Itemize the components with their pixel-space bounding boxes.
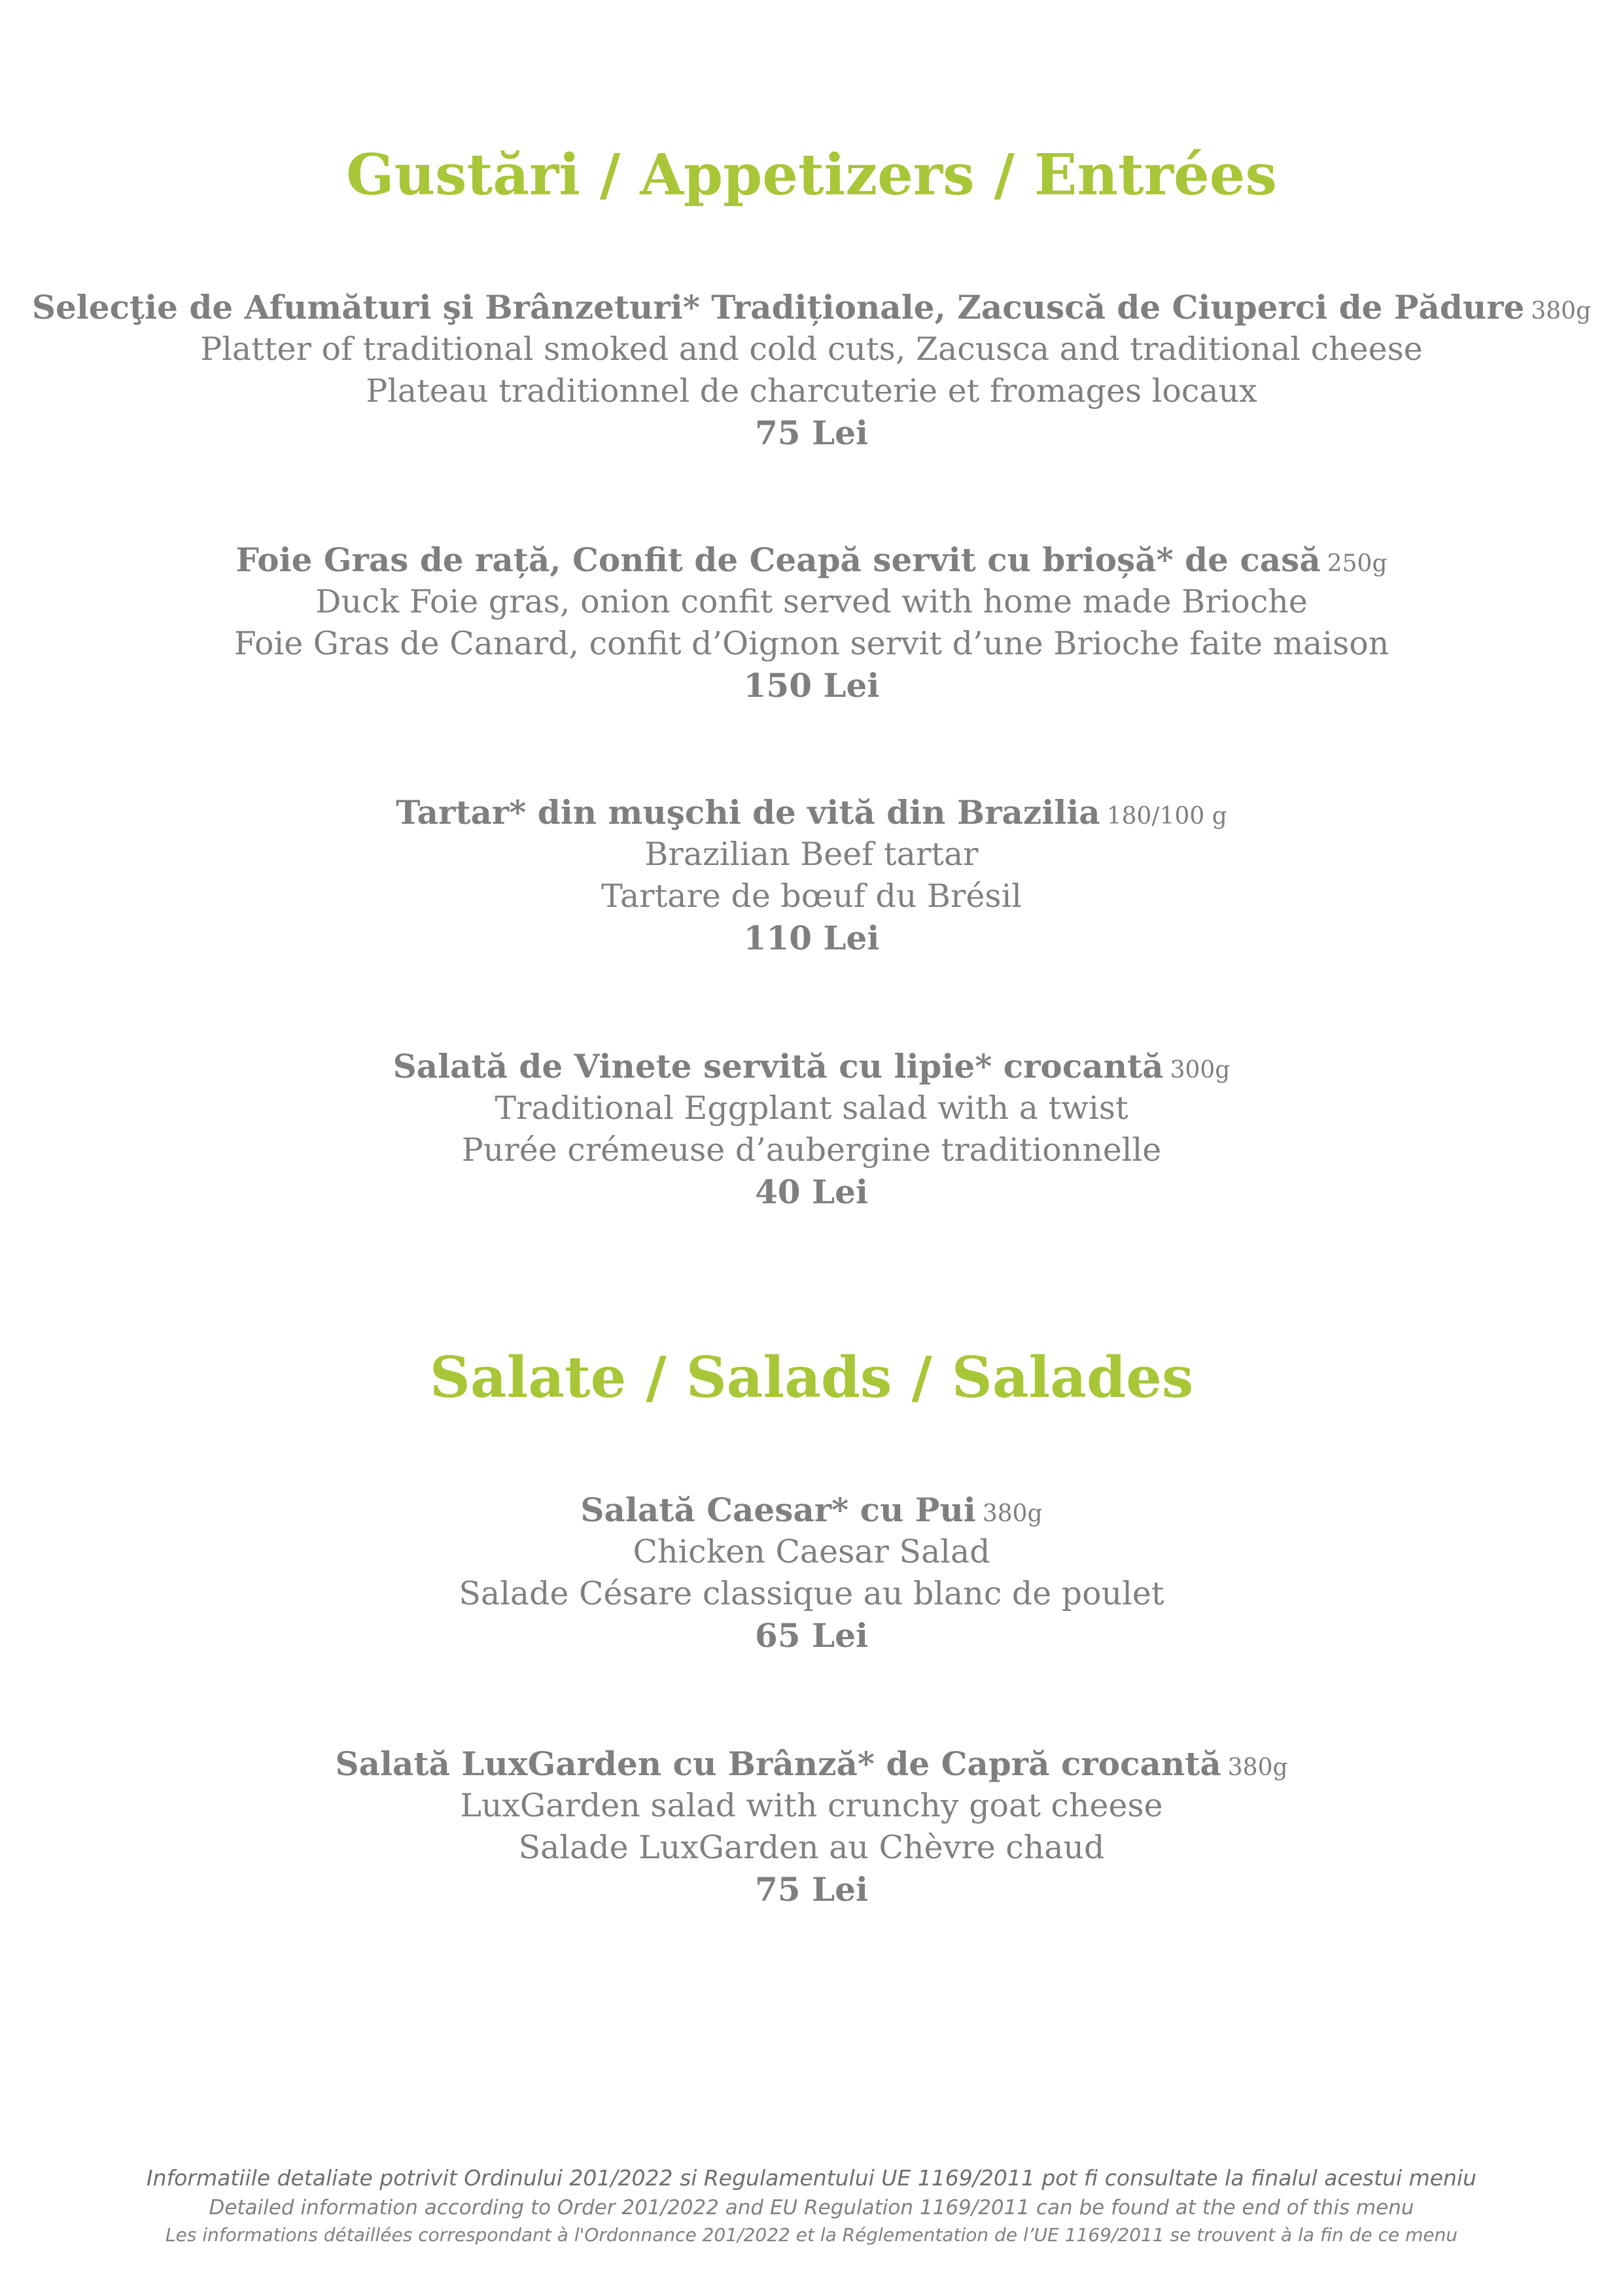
item-name: Salată Caesar* cu Pui: [580, 1491, 976, 1529]
item-description-en: Platter of traditional smoked and cold cuts, Zacusca and traditional cheese: [200, 330, 1423, 368]
footer-line-en: Detailed information according to Order 201/2022 and EU Regulation 1169/2011 can be found at the end of this menu: [209, 2196, 1414, 2219]
section-title-appetizers: Gustări / Appetizers / Entrées: [346, 142, 1277, 208]
item-description-en: LuxGarden salad with crunchy goat cheese: [460, 1787, 1163, 1824]
item-description-en: Chicken Caesar Salad: [633, 1533, 990, 1570]
item-price: 40 Lei: [755, 1173, 868, 1211]
menu-item: [0, 1046, 1623, 1213]
item-price: 110 Lei: [743, 919, 880, 957]
footer-line-fr: Les informations détaillées correspondant à l'Ordonnance 201/2022 et la Réglementation de l’UE 1169/2011 se trouvent à la fin de ce menu: [165, 2224, 1458, 2246]
item-weight: 380g: [982, 1500, 1043, 1527]
item-weight: 250g: [1327, 550, 1387, 577]
item-price: 150 Lei: [743, 666, 880, 705]
item-name: Selecţie de Afumături şi Brânzeturi* Tradiționale, Zacuscă de Ciuperci de Pădure: [31, 288, 1525, 327]
item-name: Tartar* din muşchi de vită din Brazilia: [396, 793, 1100, 832]
item-weight: 300g: [1170, 1057, 1230, 1084]
item-weight: 180/100 g: [1106, 803, 1227, 830]
menu-item: [0, 539, 1623, 707]
menu-item: [0, 287, 1623, 454]
item-description-fr: Purée crémeuse d’aubergine traditionnelle: [461, 1131, 1162, 1169]
section-title-salads: Salate / Salads / Salades: [429, 1345, 1194, 1411]
item-weight: 380g: [1227, 1754, 1288, 1781]
item-description-fr: Tartare de bœuf du Brésil: [601, 877, 1022, 915]
item-name: Salată LuxGarden cu Brânză* de Capră crocantă: [335, 1744, 1221, 1783]
menu-item: [0, 1743, 1623, 1911]
regulation-footer: [0, 2163, 1623, 2248]
item-weight: 380g: [1531, 298, 1592, 325]
item-name: Salată de Vinete servită cu lipie* crocantă: [393, 1047, 1164, 1086]
item-description-fr: Salade Césare classique au blanc de poulet: [459, 1575, 1164, 1612]
item-description-en: Brazilian Beef tartar: [644, 836, 979, 873]
item-description-en: Traditional Eggplant salad with a twist: [495, 1089, 1128, 1127]
footer-line-ro: Informatiile detaliate potrivit Ordinului 201/2022 si Regulamentului UE 1169/2011 pot fi consultate la finalul acestui meniu: [146, 2165, 1477, 2191]
item-price: 75 Lei: [755, 414, 868, 452]
item-price: 75 Lei: [755, 1870, 868, 1909]
item-description-fr: Plateau traditionnel de charcuterie et fromages locaux: [366, 372, 1257, 410]
menu-item: [0, 1489, 1623, 1657]
item-description-en: Duck Foie gras, onion confit served with home made Brioche: [315, 583, 1308, 620]
item-description-fr: Salade LuxGarden au Chèvre chaud: [518, 1829, 1105, 1866]
item-name: Foie Gras de rață, Confit de Ceapă servit cu brioșă* de casă: [236, 540, 1321, 579]
item-description-fr: Foie Gras de Canard, confit d’Oignon servit d’une Brioche faite maison: [234, 625, 1389, 662]
menu-item: [0, 792, 1623, 959]
item-price: 65 Lei: [755, 1616, 868, 1655]
